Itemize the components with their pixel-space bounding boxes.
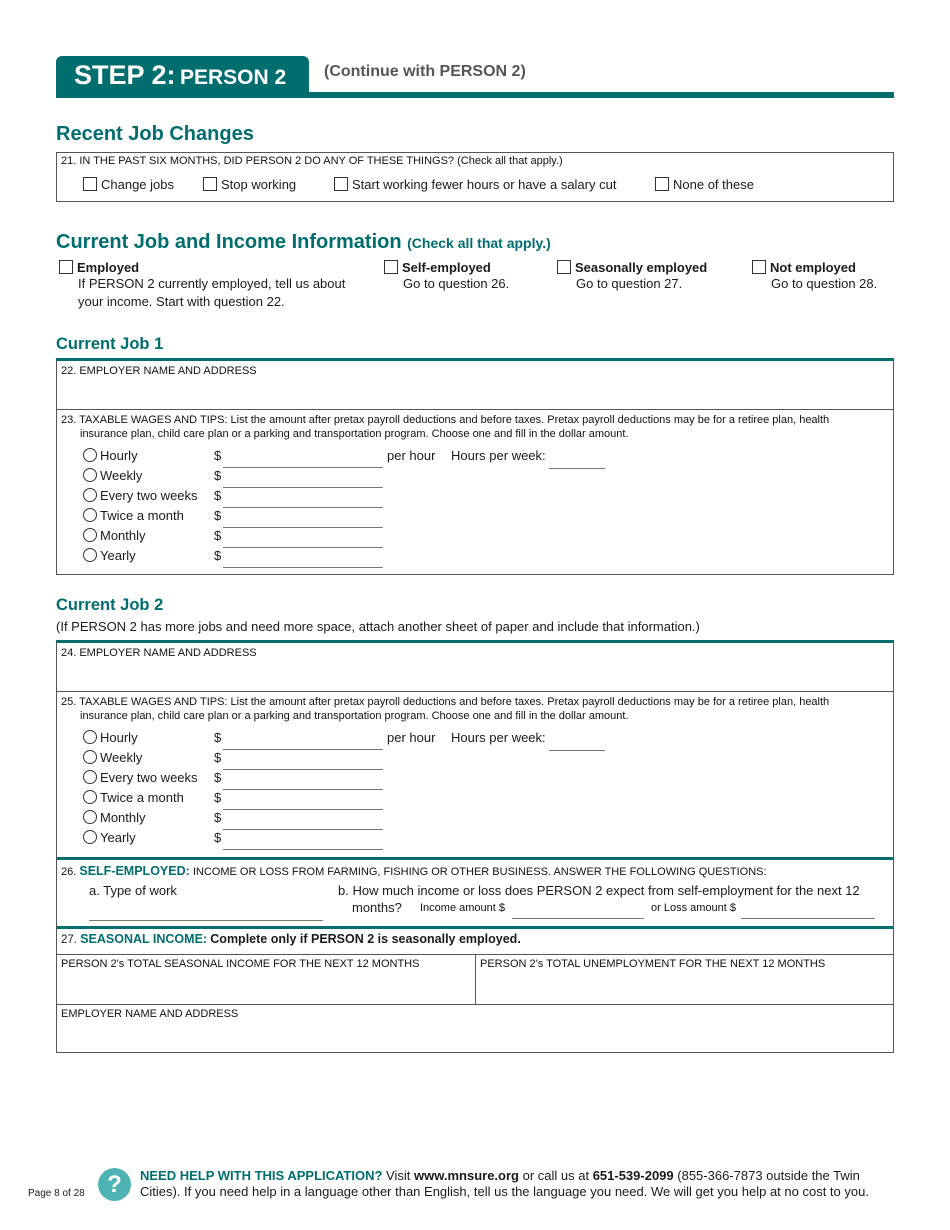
radio-every-two-weeks[interactable]: Every two weeks: [83, 488, 198, 503]
radio-icon: [83, 810, 97, 824]
radio-icon: [83, 770, 97, 784]
hours-per-week-label: Hours per week:: [451, 730, 546, 745]
divider: [57, 857, 893, 860]
radio-icon: [83, 730, 97, 744]
per-hour-label: per hour: [387, 448, 436, 463]
option-stop-working[interactable]: Stop working: [203, 177, 296, 192]
pay-rows-2: [57, 729, 893, 859]
question-21: 21. IN THE PAST SIX MONTHS, DID PERSON 2 DO ANY OF THESE THINGS? (Check all that apply.): [61, 155, 563, 167]
radio-icon: [83, 448, 97, 462]
employer-label: 22. EMPLOYER NAME AND ADDRESS: [61, 365, 257, 377]
radio-icon: [83, 790, 97, 804]
divider: [57, 1004, 893, 1005]
recent-job-changes-title: Recent Job Changes: [56, 123, 254, 145]
amount-input[interactable]: [223, 769, 383, 770]
radio-icon: [83, 528, 97, 542]
employer-label: 24. EMPLOYER NAME AND ADDRESS: [61, 647, 257, 659]
option-none[interactable]: None of these: [655, 177, 754, 192]
dollar-sign: $: [214, 528, 222, 543]
status-seasonally-employed[interactable]: Seasonally employed Go to question 27.: [557, 260, 707, 293]
unemployment-label: PERSON 2's TOTAL UNEMPLOYMENT FOR THE NEXT 12 MONTHS: [480, 958, 826, 970]
job2-box: [56, 640, 894, 1053]
divider: [57, 926, 893, 929]
radio-hourly[interactable]: Hourly: [83, 448, 138, 463]
amount-input[interactable]: [223, 507, 383, 508]
current-income-title: Current Job and Income Information (Check all that apply.): [56, 231, 551, 253]
dollar-sign: $: [214, 508, 222, 523]
amount-input[interactable]: [223, 547, 383, 548]
amount-input[interactable]: [223, 789, 383, 790]
phone-number: 651-539-2099: [592, 1168, 674, 1183]
radio-weekly[interactable]: Weekly: [83, 750, 142, 765]
mnsure-link[interactable]: www.mnsure.org: [414, 1168, 519, 1183]
radio-weekly[interactable]: Weekly: [83, 468, 142, 483]
dollar-sign: $: [214, 830, 222, 845]
option-change-jobs[interactable]: Change jobs: [83, 177, 174, 192]
amount-input[interactable]: [223, 567, 383, 568]
hours-per-week-label: Hours per week:: [451, 448, 546, 463]
loss-amount-input[interactable]: [741, 918, 875, 919]
page-number: Page 8 of 28: [28, 1188, 85, 1199]
amount-input[interactable]: [223, 487, 383, 488]
checkbox[interactable]: [203, 177, 217, 191]
checkbox[interactable]: [655, 177, 669, 191]
checkbox[interactable]: [59, 260, 73, 274]
income-amount-input[interactable]: [512, 918, 644, 919]
help-text: NEED HELP WITH THIS APPLICATION? Visit www.mnsure.org or call us at 651-539-2099 (855-366-7873 outside the Twin Cities). If you need help in a language other than English, tell us the language you need. We will get you help at no cost to you.: [140, 1168, 869, 1199]
radio-icon: [83, 488, 97, 502]
seasonal-heading: 27. SEASONAL INCOME: Complete only if PERSON 2 is seasonally employed.: [61, 932, 521, 946]
seasonal-income-label: PERSON 2's TOTAL SEASONAL INCOME FOR THE NEXT 12 MONTHS: [61, 958, 420, 970]
hours-per-week-input[interactable]: [549, 750, 605, 751]
checkbox[interactable]: [83, 177, 97, 191]
status-employed[interactable]: Employed If PERSON 2 currently employed, tell us about your income. Start with question 22.: [59, 260, 359, 311]
dollar-sign: $: [214, 548, 222, 563]
radio-monthly[interactable]: Monthly: [83, 528, 146, 543]
status-self-employed[interactable]: Self-employed Go to question 26.: [384, 260, 509, 293]
type-of-work-input[interactable]: [89, 920, 323, 921]
pay-rows-1: [57, 447, 893, 577]
dollar-sign: $: [214, 750, 222, 765]
radio-yearly[interactable]: Yearly: [83, 548, 136, 563]
job2-note: (If PERSON 2 has more jobs and need more space, attach another sheet of paper and include that information.): [56, 619, 700, 634]
type-of-work-label: a. Type of work: [89, 883, 177, 898]
self-employed-heading: 26. SELF-EMPLOYED: INCOME OR LOSS FROM FARMING, FISHING OR OTHER BUSINESS. ANSWER THE FOLLOWING QUESTIONS:: [61, 864, 767, 878]
radio-twice-a-month[interactable]: Twice a month: [83, 790, 184, 805]
radio-icon: [83, 548, 97, 562]
dollar-sign: $: [214, 810, 222, 825]
status-not-employed[interactable]: Not employed Go to question 28.: [752, 260, 877, 293]
checkbox[interactable]: [334, 177, 348, 191]
continue-text: (Continue with PERSON 2): [324, 63, 526, 80]
wages-label: 25. TAXABLE WAGES AND TIPS: List the amount after pretax payroll deductions and before taxes. Pretax payroll deductions may be for a retiree plan, health insurance plan, child care plan or a parking and transportation program. Choose one and fill in the dollar amount.: [61, 696, 830, 722]
dollar-sign: $: [214, 730, 222, 745]
expected-income-question: b. How much income or loss does PERSON 2 expect from self-employment for the next 12: [338, 883, 860, 898]
hours-per-week-input[interactable]: [549, 468, 605, 469]
divider: [57, 691, 893, 692]
radio-yearly[interactable]: Yearly: [83, 830, 136, 845]
loss-amount-label: or Loss amount $: [651, 902, 736, 914]
radio-icon: [83, 468, 97, 482]
radio-every-two-weeks[interactable]: Every two weeks: [83, 770, 198, 785]
help-icon: ?: [98, 1168, 131, 1201]
job1-title: Current Job 1: [56, 335, 164, 353]
dollar-sign: $: [214, 468, 222, 483]
dollar-sign: $: [214, 770, 222, 785]
checkbox[interactable]: [384, 260, 398, 274]
divider: [475, 954, 476, 1004]
radio-monthly[interactable]: Monthly: [83, 810, 146, 825]
divider: [57, 409, 893, 410]
radio-icon: [83, 750, 97, 764]
job2-title: Current Job 2: [56, 596, 164, 614]
step-label: STEP 2:: [74, 60, 176, 90]
wages-label: 23. TAXABLE WAGES AND TIPS: List the amount after pretax payroll deductions and before taxes. Pretax payroll deductions may be for a retiree plan, health insurance plan, child care plan or a parking and transportation program. Choose one and fill in the dollar amount.: [61, 414, 830, 440]
dollar-sign: $: [214, 448, 222, 463]
person-label: PERSON 2: [180, 66, 287, 89]
recent-jobs-box: [56, 152, 894, 202]
radio-icon: [83, 830, 97, 844]
checkbox[interactable]: [752, 260, 766, 274]
amount-input[interactable]: [223, 527, 383, 528]
option-fewer-hours[interactable]: Start working fewer hours or have a salary cut: [334, 177, 616, 192]
seasonal-employer-label: EMPLOYER NAME AND ADDRESS: [61, 1008, 239, 1020]
checkbox[interactable]: [557, 260, 571, 274]
amount-input[interactable]: [223, 829, 383, 830]
months-label: months?: [352, 900, 402, 915]
per-hour-label: per hour: [387, 730, 436, 745]
amount-input[interactable]: [223, 849, 383, 850]
income-amount-label: Income amount $: [420, 902, 505, 914]
amount-input[interactable]: [223, 749, 383, 750]
header-bar: [56, 92, 894, 98]
radio-icon: [83, 508, 97, 522]
job1-box: [56, 358, 894, 575]
radio-hourly[interactable]: Hourly: [83, 730, 138, 745]
radio-twice-a-month[interactable]: Twice a month: [83, 508, 184, 523]
amount-input[interactable]: [223, 467, 383, 468]
dollar-sign: $: [214, 488, 222, 503]
dollar-sign: $: [214, 790, 222, 805]
amount-input[interactable]: [223, 809, 383, 810]
